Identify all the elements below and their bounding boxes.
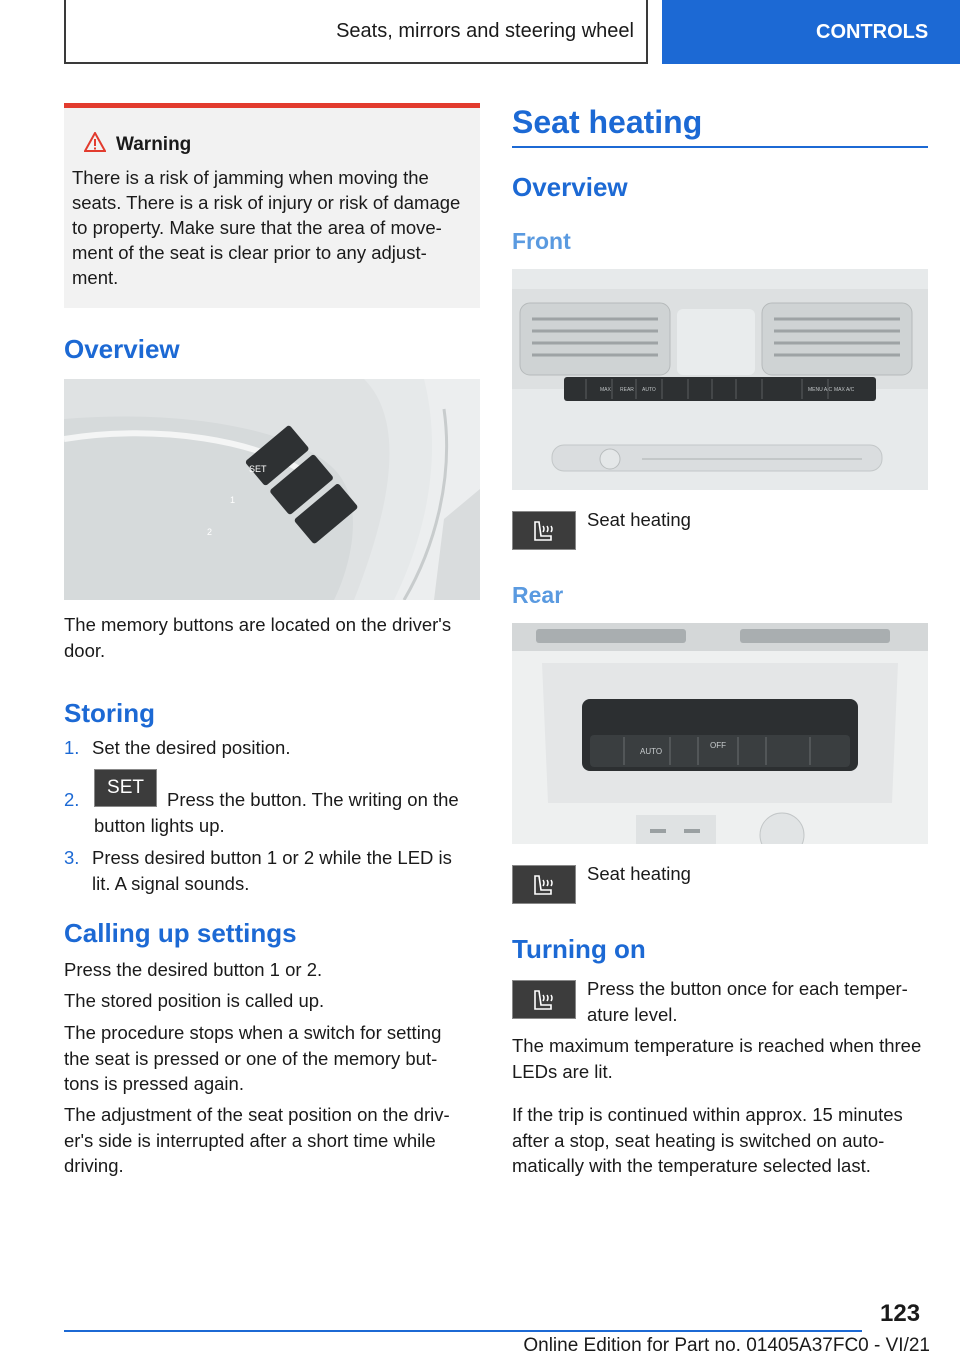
door-button-set-label: SET — [249, 464, 267, 474]
overview-heading-right: Overview — [512, 172, 628, 202]
calling-paragraph-2: The stored position is called up. — [64, 990, 325, 1011]
seat-heating-icon-turning-on — [512, 980, 576, 1019]
seat-heating-icon-front — [512, 511, 576, 550]
front-label-menu: MENU A/C — [808, 387, 833, 393]
warning-header — [84, 132, 472, 157]
header-chapter-tab — [662, 0, 960, 64]
rear-control-panel-image — [512, 623, 928, 844]
step-2-text: Press the button. The writing on the button lights up. — [94, 789, 459, 836]
rear-seat-heating-caption: Seat heating — [587, 863, 691, 884]
front-control-panel-image — [512, 269, 928, 490]
front-label-maxac: MAX A/C — [834, 387, 855, 393]
warning-icon — [84, 132, 106, 157]
header-chapter-title: CONTROLS — [816, 20, 929, 43]
front-label-rear: REAR — [620, 387, 634, 393]
turning-on-paragraph-3: If the trip is continued within approx. 15 minutes after a stop, seat heating is switched on auto‐matically with the temperature selected last. — [512, 1104, 903, 1176]
seat-heating-heading: Seat heating — [512, 104, 703, 140]
calling-paragraph-3: The procedure stops when a switch for setting the seat is pressed or one of the memory but‐tons is pressed again. — [64, 1022, 442, 1094]
step-3-number: 3. — [64, 847, 80, 868]
header-section-title: Seats, mirrors and steering wheel — [336, 19, 634, 42]
warning-box — [64, 103, 480, 308]
front-heading: Front — [512, 228, 571, 254]
calling-heading: Calling up settings — [64, 918, 297, 948]
front-label-max: MAX — [600, 387, 611, 393]
overview-heading-left: Overview — [64, 334, 180, 364]
rear-label-auto: AUTO — [640, 747, 663, 756]
door-button-1-label: 1 — [230, 495, 236, 505]
calling-paragraph-1: Press the desired button 1 or 2. — [64, 959, 323, 980]
rear-label-off: OFF — [710, 741, 726, 750]
step-1-number: 1. — [64, 737, 80, 758]
heading-rule — [512, 146, 928, 148]
set-button-icon: SET — [94, 769, 157, 807]
header-section-tab — [64, 0, 648, 64]
seat-heating-icon-rear — [512, 865, 576, 904]
step-1-text: Set the desired position. — [92, 737, 291, 758]
step-3 — [64, 845, 480, 896]
page-number: 123 — [880, 1300, 921, 1327]
footer-rule — [64, 1330, 862, 1332]
turning-on-text: Press the button once for each temper‐ature level. — [587, 978, 908, 1025]
door-memory-buttons-image — [64, 379, 480, 600]
step-3-text: Press desired button 1 or 2 while the LED is lit. A signal sounds. — [92, 847, 452, 894]
turning-on-heading: Turning on — [512, 934, 646, 964]
warning-title: Warning — [116, 133, 192, 155]
step-2-number: 2. — [64, 789, 80, 810]
calling-paragraph-4: The adjustment of the seat position on the driv‐er's side is interrupted after a short time while driving. — [64, 1104, 450, 1176]
rear-heading: Rear — [512, 582, 564, 608]
front-seat-heating-caption: Seat heating — [587, 509, 691, 530]
door-caption: The memory buttons are located on the driver's door. — [64, 614, 452, 661]
step-1 — [64, 735, 480, 761]
front-label-auto: AUTO — [642, 387, 656, 393]
turning-on-paragraph-2: The maximum temperature is reached when three LEDs are lit. — [512, 1035, 922, 1082]
warning-text: There is a risk of jamming when moving the seats. There is a risk of injury or risk of damage to property. Make sure that the area of move‐ment of the seat is clear prior to any adjust‐ment. — [72, 167, 461, 288]
storing-heading: Storing — [64, 698, 155, 728]
footer-edition: Online Edition for Part no. 01405A37FC0 - VI/21 — [523, 1335, 930, 1356]
door-button-2-label: 2 — [207, 527, 213, 537]
